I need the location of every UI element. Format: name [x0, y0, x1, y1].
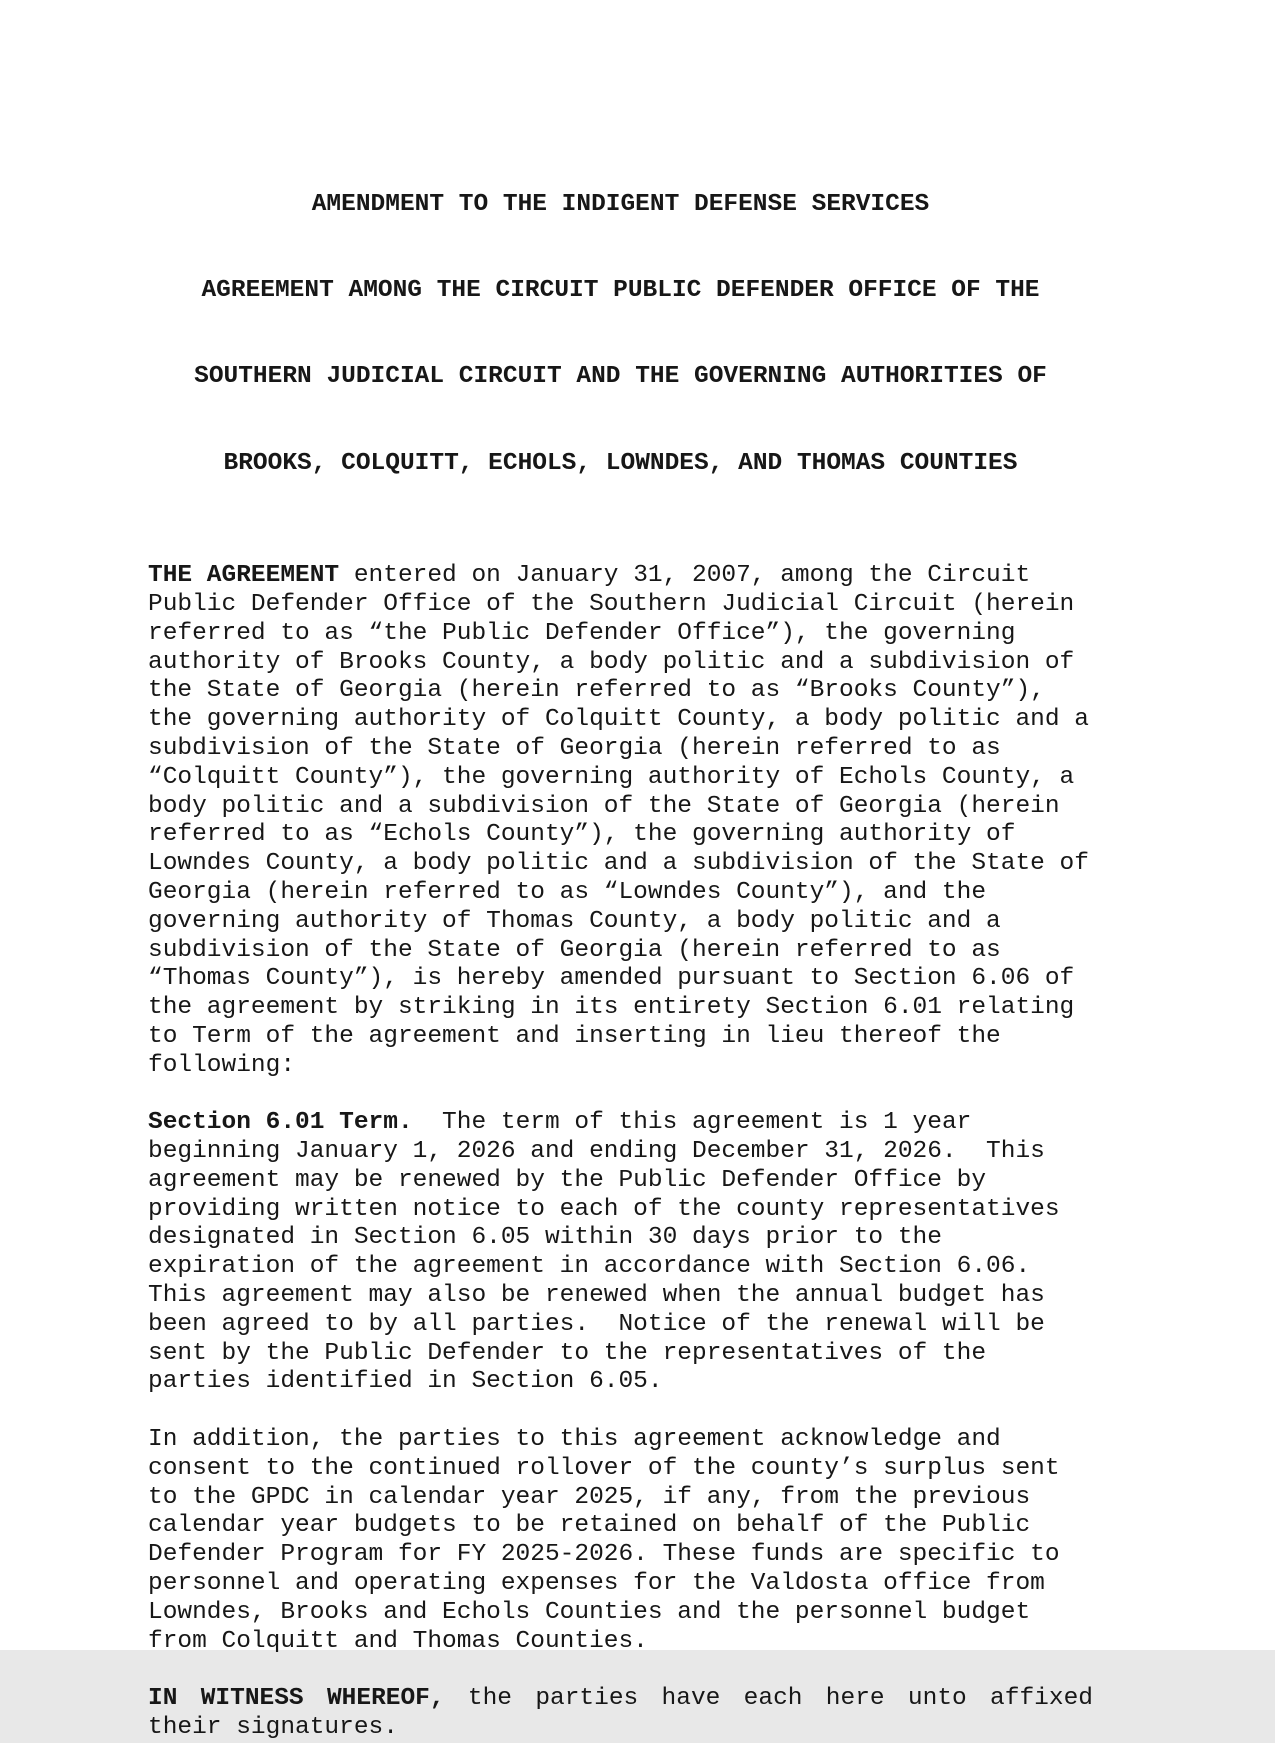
text-line: calendar year budgets to be retained on behalf of the Public: [148, 1512, 1031, 1540]
text-line: from Colquitt and Thomas Counties.: [148, 1627, 648, 1655]
title-line: AGREEMENT AMONG THE CIRCUIT PUBLIC DEFENDER OFFICE OF THE: [201, 276, 1040, 304]
text-line: following:: [148, 1051, 296, 1079]
text-line: subdivision of the State of Georgia (herein referred to as: [148, 734, 1001, 762]
bold-lead: THE AGREEMENT: [148, 562, 340, 590]
text-line: expiration of the agreement in accordance with Section 6.06.: [148, 1253, 1031, 1281]
text-line: body politic and a subdivision of the State of Georgia (herein: [148, 792, 1060, 820]
bold-lead: Section 6.01 Term.: [148, 1109, 413, 1137]
text-line: personnel and operating expenses for the Valdosta office from: [148, 1570, 1045, 1598]
text-line: Lowndes County, a body politic and a subdivision of the State of: [148, 850, 1089, 878]
text-line: consent to the continued rollover of the county’s surplus sent: [148, 1454, 1060, 1482]
text-line: [148, 1685, 1093, 1714]
paragraph-rollover-consent: [148, 1426, 1093, 1656]
text-line: referred to as “the Public Defender Office”), the governing: [148, 619, 1016, 647]
paragraph-witness-clause: [148, 1685, 1093, 1743]
paragraph-section-6-01-term: [148, 1109, 1093, 1397]
text-line: authority of Brooks County, a body politic and a subdivision of: [148, 648, 1075, 676]
text-line: sent by the Public Defender to the representatives of the: [148, 1339, 987, 1367]
text-line: to Term of the agreement and inserting in lieu thereof the: [148, 1022, 1001, 1050]
text-line: providing written notice to each of the county representatives: [148, 1195, 1060, 1223]
text-line: Lowndes, Brooks and Echols Counties and the personnel budget: [148, 1598, 1031, 1626]
bold-lead: IN WITNESS WHEREOF,: [148, 1685, 445, 1713]
text-line: [148, 1109, 1093, 1138]
text-line: designated in Section 6.05 within 30 days prior to the: [148, 1224, 942, 1252]
text-line: referred to as “Echols County”), the governing authority of: [148, 821, 1016, 849]
title-line: BROOKS, COLQUITT, ECHOLS, LOWNDES, AND THOMAS COUNTIES: [223, 449, 1018, 477]
text-line: “Colquitt County”), the governing authority of Echols County, a: [148, 763, 1075, 791]
text-line: “Thomas County”), is hereby amended pursuant to Section 6.06 of: [148, 965, 1075, 993]
text-line: parties identified in Section 6.05.: [148, 1368, 663, 1396]
text-line: agreement may be renewed by the Public Defender Office by: [148, 1166, 987, 1194]
title-line: AMENDMENT TO THE INDIGENT DEFENSE SERVICES: [311, 190, 930, 218]
document-content: [148, 133, 1093, 1743]
line-text: entered on January 31, 2007, among the Circuit: [339, 562, 1031, 590]
text-line: the State of Georgia (herein referred to as “Brooks County”),: [148, 677, 1045, 705]
text-line: This agreement may also be renewed when the annual budget has: [148, 1282, 1045, 1310]
text-line: their signatures.: [148, 1714, 398, 1742]
line-text: the parties have each here unto affixed: [444, 1685, 1093, 1713]
text-line: Georgia (herein referred to as “Lowndes County”), and the: [148, 878, 987, 906]
text-line: to the GPDC in calendar year 2025, if any, from the previous: [148, 1483, 1031, 1511]
text-line: Public Defender Office of the Southern Judicial Circuit (herein: [148, 590, 1075, 618]
paragraph-agreement-recitals: [148, 562, 1093, 1080]
document-title: [148, 133, 1093, 536]
line-text: The term of this agreement is 1 year: [412, 1109, 972, 1137]
text-line: [148, 1426, 1093, 1455]
title-line: SOUTHERN JUDICIAL CIRCUIT AND THE GOVERNING AUTHORITIES OF: [194, 363, 1047, 391]
text-line: Defender Program for FY 2025-2026. These funds are specific to: [148, 1541, 1060, 1569]
line-text: In addition, the parties to this agreement acknowledge and: [148, 1426, 1001, 1454]
text-line: the governing authority of Colquitt County, a body politic and a: [148, 706, 1089, 734]
text-line: [148, 562, 1093, 591]
text-line: been agreed to by all parties. Notice of the renewal will be: [148, 1310, 1045, 1338]
text-line: subdivision of the State of Georgia (herein referred to as: [148, 936, 1001, 964]
text-line: governing authority of Thomas County, a body politic and a: [148, 907, 1001, 935]
document-body: [148, 562, 1093, 1743]
text-line: the agreement by striking in its entirety Section 6.01 relating: [148, 994, 1075, 1022]
text-line: beginning January 1, 2026 and ending December 31, 2026. This: [148, 1138, 1045, 1166]
